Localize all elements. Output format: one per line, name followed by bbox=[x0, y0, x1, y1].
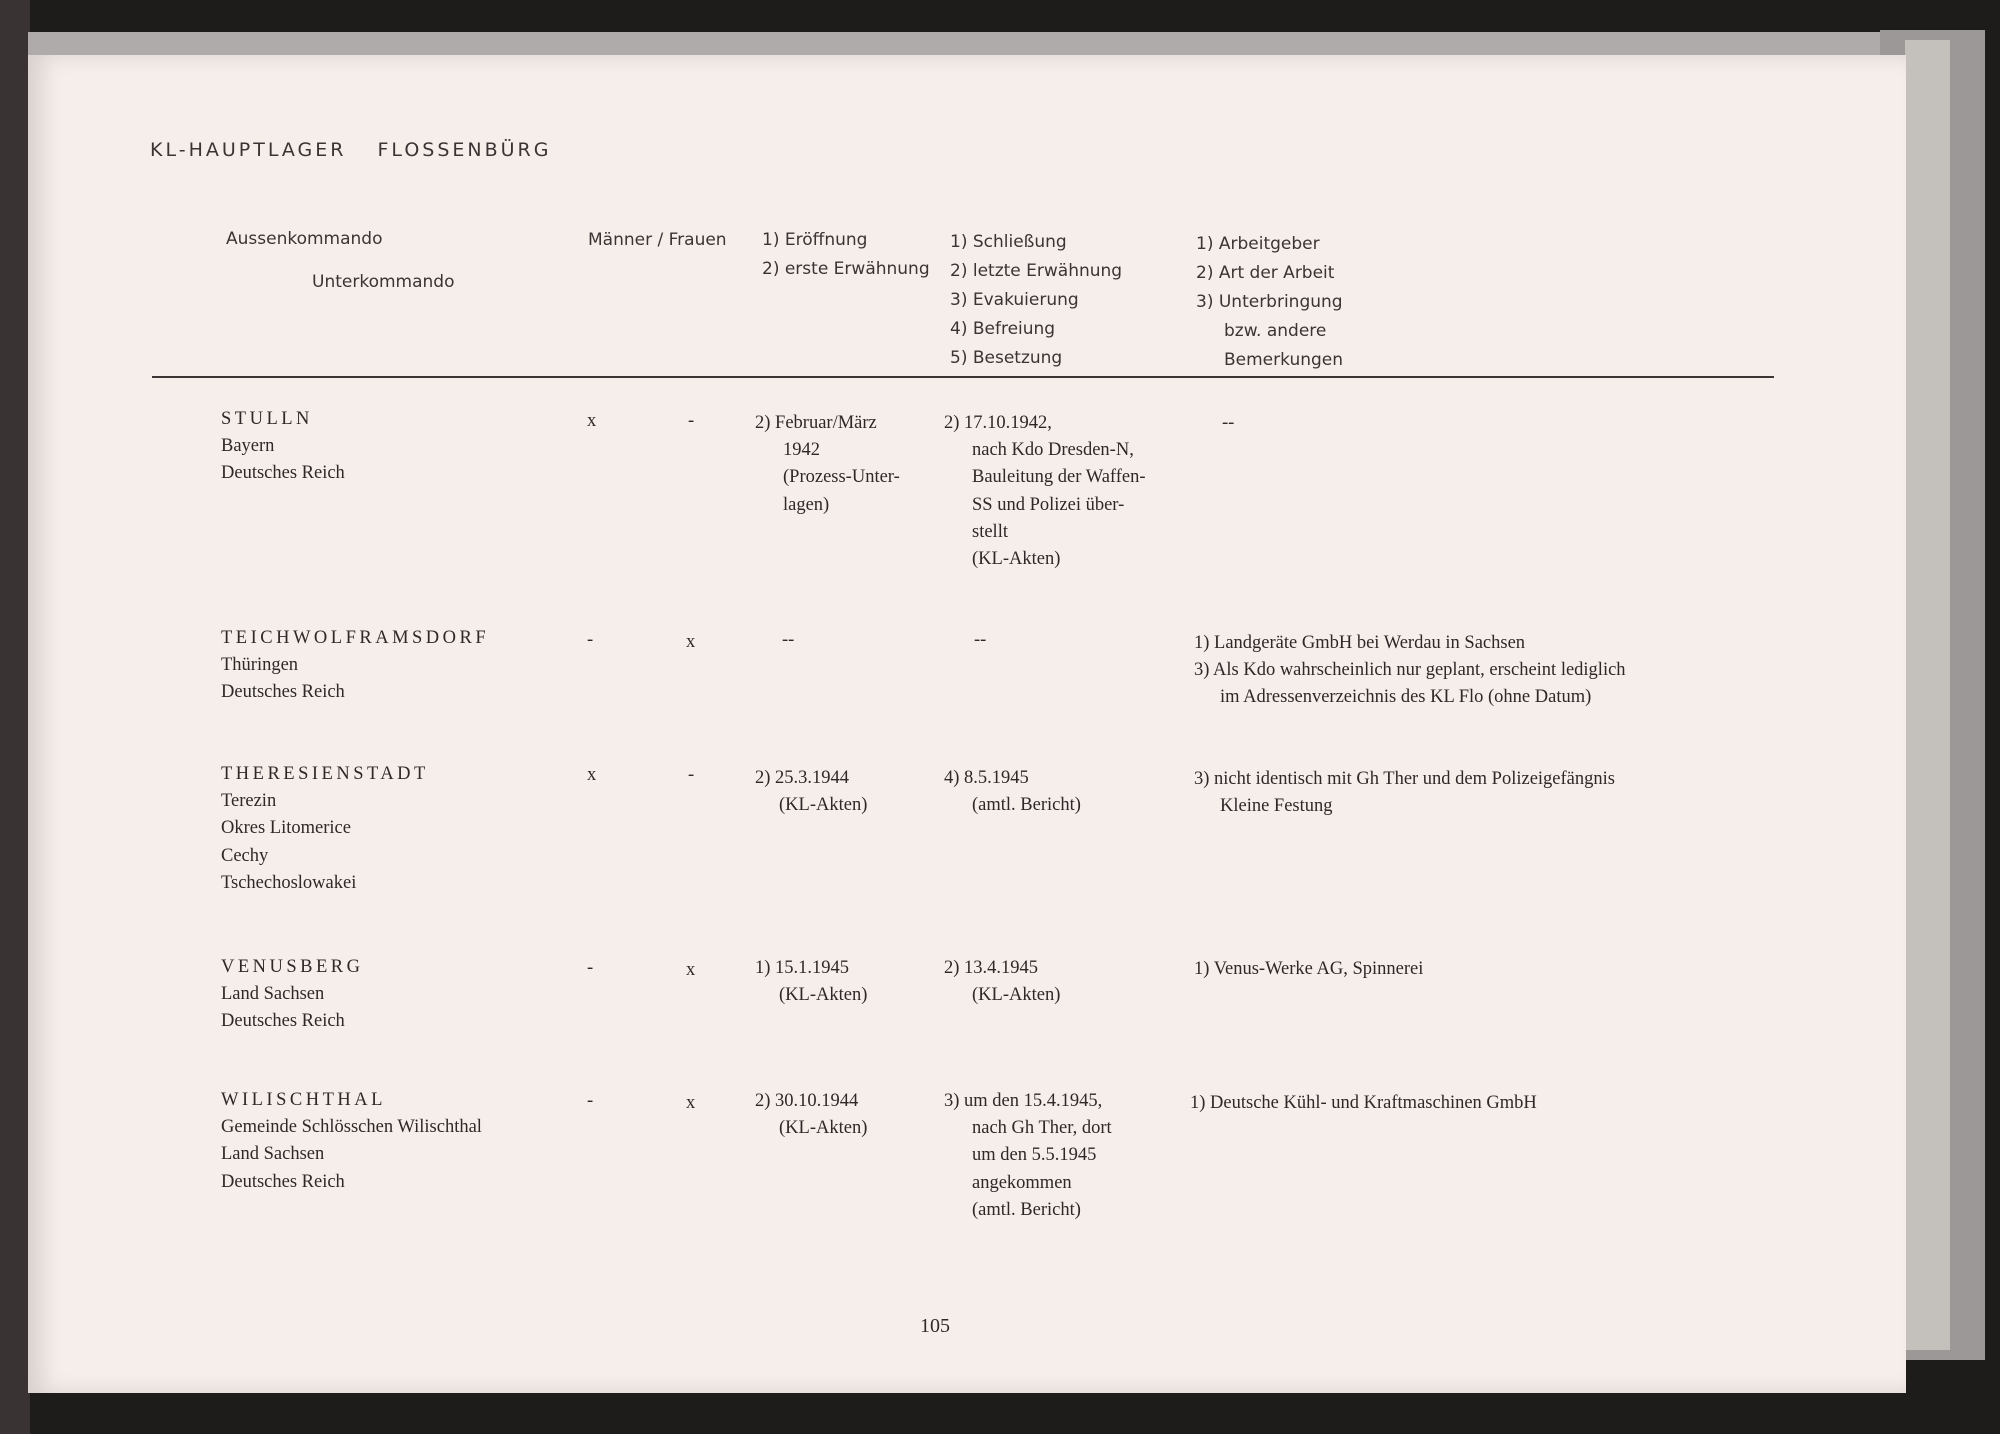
closing-line: 2) 13.4.1945 bbox=[944, 958, 1039, 978]
header-rule bbox=[152, 376, 1774, 378]
col-header-notes-line: Bemerkungen bbox=[1224, 350, 1344, 370]
place-location-line: Gemeinde Schlösschen Wilischthal bbox=[221, 1117, 482, 1138]
entry-wilischthal-remarks bbox=[1190, 1090, 1537, 1117]
entry-venusberg-maenner: - bbox=[587, 958, 594, 978]
entry-teichwolframsdorf-closing bbox=[974, 627, 986, 654]
entry-teichwolframsdorf-place bbox=[221, 625, 489, 707]
place-name: WILISCHTHAL bbox=[221, 1090, 386, 1110]
entry-wilischthal-frauen: x bbox=[686, 1093, 696, 1113]
entry-wilischthal-opening bbox=[755, 1088, 867, 1142]
closing-line: SS und Polizei über- bbox=[972, 494, 1125, 515]
entry-wilischthal-closing bbox=[944, 1088, 1112, 1224]
place-location-line: Land Sachsen bbox=[221, 984, 325, 1005]
entry-stulln-maenner: x bbox=[587, 411, 597, 431]
entry-theresienstadt-remarks bbox=[1194, 766, 1615, 820]
opening-line: 2) Februar/März bbox=[755, 413, 877, 433]
closing-line: 2) 17.10.1942, bbox=[944, 413, 1052, 433]
running-header: KL-HAUPTLAGER FLOSSENBÜRG bbox=[150, 139, 552, 161]
closing-line: (amtl. Bericht) bbox=[972, 1199, 1081, 1220]
closing-line: (KL-Akten) bbox=[972, 549, 1061, 570]
place-location-line: Okres Litomerice bbox=[221, 818, 351, 839]
col-header-closing-line: 5) Besetzung bbox=[950, 348, 1063, 368]
opening-line: -- bbox=[782, 630, 795, 650]
place-name: STULLN bbox=[221, 409, 313, 429]
entry-stulln-place bbox=[221, 406, 345, 488]
place-location-line: Terezin bbox=[221, 791, 277, 812]
entry-theresienstadt-closing bbox=[944, 765, 1081, 819]
closing-line: um den 5.5.1945 bbox=[972, 1145, 1097, 1166]
entry-venusberg-remarks bbox=[1194, 956, 1423, 983]
col-header-closing-line: 4) Befreiung bbox=[950, 319, 1056, 339]
col-header-opening bbox=[762, 226, 930, 284]
col-header-notes-line: 3) Unterbringung bbox=[1196, 292, 1343, 312]
col-header-notes-line: 2) Art der Arbeit bbox=[1196, 263, 1335, 283]
entry-venusberg-closing bbox=[944, 955, 1060, 1009]
col-header-maenner-frauen: Männer / Frauen bbox=[588, 230, 727, 250]
entry-teichwolframsdorf-remarks bbox=[1194, 630, 1626, 712]
opening-line: 2) 25.3.1944 bbox=[755, 768, 850, 788]
opening-line: (KL-Akten) bbox=[779, 985, 868, 1006]
entry-teichwolframsdorf-frauen: x bbox=[686, 632, 696, 652]
closing-line: (KL-Akten) bbox=[972, 985, 1061, 1006]
col-header-closing bbox=[950, 228, 1122, 373]
closing-line: Bauleitung der Waffen- bbox=[972, 467, 1146, 488]
page-edge-right-inner bbox=[1905, 40, 1950, 1350]
entry-teichwolframsdorf-maenner: - bbox=[587, 630, 594, 650]
place-location-line: Deutsches Reich bbox=[221, 463, 345, 484]
remarks-line: -- bbox=[1222, 413, 1235, 433]
remarks-line: 1) Landgeräte GmbH bei Werdau in Sachsen bbox=[1194, 633, 1526, 653]
entry-venusberg-place bbox=[221, 954, 364, 1036]
place-location-line: Deutsches Reich bbox=[221, 682, 345, 703]
col-header-closing-line: 3) Evakuierung bbox=[950, 290, 1079, 310]
col-header-closing-line: 1) Schließung bbox=[950, 232, 1067, 252]
entry-stulln-remarks bbox=[1222, 410, 1234, 437]
entry-theresienstadt-opening bbox=[755, 765, 867, 819]
closing-line: nach Gh Ther, dort bbox=[972, 1118, 1112, 1139]
opening-line: 1942 bbox=[783, 440, 820, 461]
col-header-unterkommando: Unterkommando bbox=[312, 272, 455, 292]
place-location-line: Deutsches Reich bbox=[221, 1171, 345, 1192]
place-location-line: Bayern bbox=[221, 436, 275, 457]
col-header-notes-line: bzw. andere bbox=[1224, 321, 1327, 341]
closing-line: (amtl. Bericht) bbox=[972, 795, 1081, 816]
closing-line: angekommen bbox=[972, 1172, 1072, 1193]
remarks-line: 3) Als Kdo wahrscheinlich nur geplant, erscheint lediglich bbox=[1194, 660, 1626, 681]
entry-stulln-frauen: - bbox=[688, 411, 695, 431]
col-header-closing-line: 2) letzte Erwähnung bbox=[950, 261, 1123, 281]
entry-stulln-opening bbox=[755, 410, 900, 519]
remarks-line: 1) Venus-Werke AG, Spinnerei bbox=[1194, 959, 1424, 979]
opening-line: 1) 15.1.1945 bbox=[755, 958, 850, 978]
remarks-line: im Adressenverzeichnis des KL Flo (ohne Datum) bbox=[1220, 687, 1592, 708]
opening-line: (KL-Akten) bbox=[779, 795, 868, 816]
opening-line: lagen) bbox=[783, 494, 830, 515]
closing-line: nach Kdo Dresden-N, bbox=[972, 440, 1134, 461]
col-header-opening-line: 2) erste Erwähnung bbox=[762, 259, 930, 279]
entry-teichwolframsdorf-opening bbox=[782, 627, 794, 654]
opening-line: 2) 30.10.1944 bbox=[755, 1091, 859, 1111]
col-header-notes bbox=[1196, 230, 1343, 375]
entry-wilischthal-maenner: - bbox=[587, 1091, 594, 1111]
entry-stulln-closing bbox=[944, 410, 1146, 573]
closing-line: stellt bbox=[972, 521, 1008, 542]
place-name: THERESIENSTADT bbox=[221, 764, 429, 784]
entry-theresienstadt-frauen: - bbox=[688, 765, 695, 785]
entry-theresienstadt-maenner: x bbox=[587, 765, 597, 785]
entry-theresienstadt-place bbox=[221, 761, 429, 897]
closing-line: 4) 8.5.1945 bbox=[944, 768, 1029, 788]
place-location-line: Thüringen bbox=[221, 655, 299, 676]
remarks-line: 1) Deutsche Kühl- und Kraftmaschinen GmbH bbox=[1190, 1093, 1537, 1113]
closing-line: -- bbox=[974, 630, 987, 650]
entry-venusberg-frauen: x bbox=[686, 960, 696, 980]
remarks-line: Kleine Festung bbox=[1220, 796, 1333, 817]
place-name: TEICHWOLFRAMSDORF bbox=[221, 628, 490, 648]
place-location-line: Tschechoslowakei bbox=[221, 872, 357, 893]
place-location-line: Land Sachsen bbox=[221, 1144, 325, 1165]
col-header-aussenkommando: Aussenkommando bbox=[226, 229, 383, 249]
place-name: VENUSBERG bbox=[221, 957, 364, 977]
col-header-notes-line: 1) Arbeitgeber bbox=[1196, 234, 1320, 254]
book-binding bbox=[0, 0, 30, 1434]
col-header-opening-line: 1) Eröffnung bbox=[762, 230, 868, 250]
page-number: 105 bbox=[920, 1315, 950, 1337]
opening-line: (Prozess-Unter- bbox=[783, 467, 900, 488]
remarks-line: 3) nicht identisch mit Gh Ther und dem Polizeigefängnis bbox=[1194, 769, 1615, 789]
closing-line: 3) um den 15.4.1945, bbox=[944, 1091, 1103, 1111]
entry-venusberg-opening bbox=[755, 955, 867, 1009]
entry-wilischthal-place bbox=[221, 1087, 482, 1196]
place-location-line: Deutsches Reich bbox=[221, 1011, 345, 1032]
place-location-line: Cechy bbox=[221, 845, 269, 866]
opening-line: (KL-Akten) bbox=[779, 1118, 868, 1139]
